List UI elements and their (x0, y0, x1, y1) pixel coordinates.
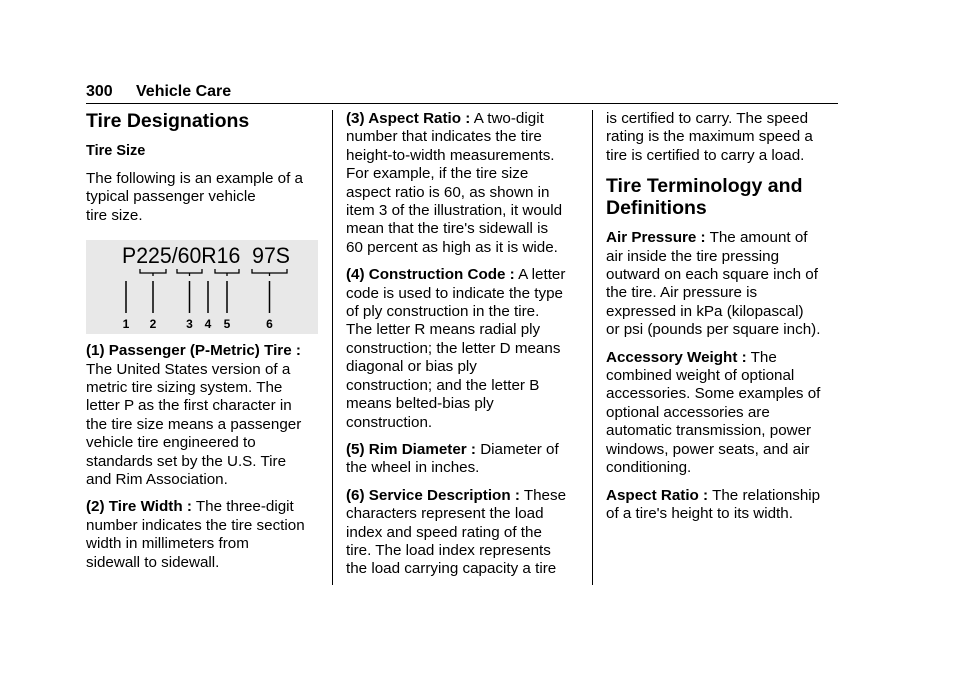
callout-1: 1 (122, 317, 130, 332)
page-header (86, 83, 838, 105)
callout-6: 6 (266, 317, 273, 332)
definition-tire-width: (2) Tire Width : The three-digit number indicates the tire section width in millimeters from sidewall to sidewall. (86, 498, 305, 571)
column-divider (332, 110, 333, 585)
callout-lines (126, 281, 270, 313)
heading-tire-terminology: Tire Terminology and Definitions (606, 175, 803, 220)
callout-4: 4 (204, 317, 212, 332)
column-3 (606, 110, 842, 532)
column-1 (86, 110, 322, 581)
tire-code: P225/60R16 97S (122, 243, 290, 269)
column-divider (592, 110, 593, 585)
tire-size-illustration (86, 240, 318, 334)
callout-2: 2 (149, 317, 157, 332)
tire-size-diagram (86, 240, 318, 334)
callout-3: 3 (186, 317, 193, 332)
definition-accessory-weight: Accessory Weight : The combined weight of optional accessories. Some examples of optional accessories are automatic transmission, power windows, power seats, and air conditioning. (606, 348, 821, 477)
heading-tire-designations: Tire Designations (86, 110, 250, 132)
intro-paragraph: The following is an example of a typical passenger vehicle tire size. (86, 170, 303, 224)
definition-service-description: (6) Service Description : These characters represent the load index and speed rating of the tire. The load index represents the load carrying capacity a tire (346, 486, 567, 578)
header-rule (86, 103, 838, 104)
service-description-continued: is certified to carry. The speed rating is the maximum speed a tire is certified to carry a load. (606, 110, 813, 164)
page-number: 300 (86, 83, 113, 100)
definition-air-pressure: Air Pressure : The amount of air inside the tire pressing outward on each square inch of the tire. Air pressure is expressed in kPa (kilopascal) or psi (pounds per square inch). (606, 229, 821, 339)
subheading-tire-size: Tire Size (86, 143, 146, 159)
section-title: Vehicle Care (136, 83, 232, 100)
definition-construction-code: (4) Construction Code : A letter code is used to indicate the type of ply construction in the tire. The letter R means radial ply construction; the letter D means diagonal or bias ply construction; and the letter B means belted-bias ply construction. (346, 266, 566, 431)
definition-aspect-ratio-term: Aspect Ratio : The relationship of a tire's height to its width. (606, 486, 821, 522)
definition-rim-diameter: (5) Rim Diameter : Diameter of the wheel in inches. (346, 440, 559, 477)
definition-passenger-tire: (1) Passenger (P-Metric) Tire : The United States version of a metric tire sizing system. The letter P as the first character in the tire size means a passenger vehicle tire engineered to standards set by the U.S. Tire and Rim Association. (86, 342, 302, 489)
callout-brackets (140, 269, 287, 276)
callout-5: 5 (223, 317, 231, 332)
column-2 (346, 110, 582, 588)
definition-aspect-ratio-item: (3) Aspect Ratio : A two-digit number that indicates the tire height-to-width measurements. For example, if the tire size aspect ratio is 60, as shown in item 3 of the illustration, it would mean that the tire's sidewall is 60 percent as high as it is wide. (346, 110, 563, 256)
